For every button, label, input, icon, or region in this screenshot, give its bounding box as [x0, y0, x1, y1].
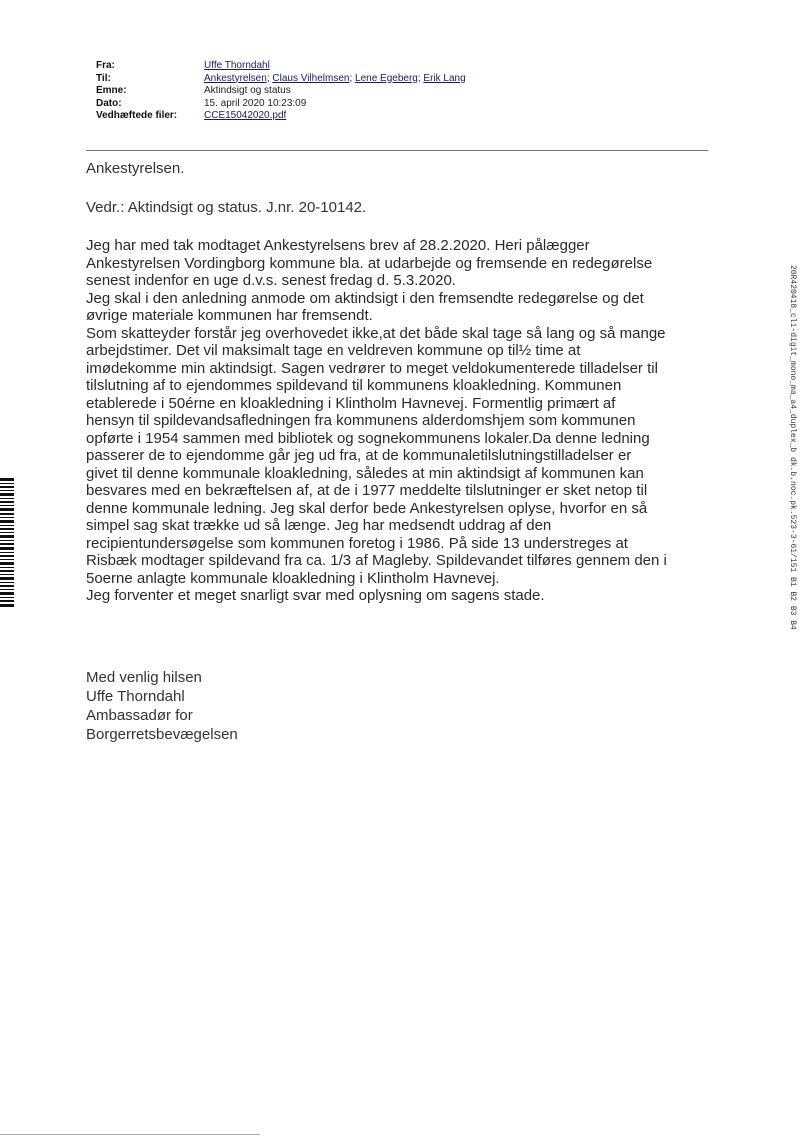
- recipient-link[interactable]: Erik Lang: [423, 72, 466, 84]
- subject-row: [96, 85, 466, 98]
- recipient-link[interactable]: Ankestyrelsen: [204, 72, 267, 84]
- date-label: Dato:: [96, 97, 122, 109]
- body-line: besvares med en bekræftelsen af, at de i 1977 meddelte tilslutninger er sket netop til: [86, 482, 648, 499]
- signature-name: Uffe Thorndahl: [86, 688, 185, 705]
- barcode-icon: [0, 478, 14, 608]
- page-edge-line: [0, 1134, 260, 1135]
- attachments-label: Vedhæftede filer:: [96, 110, 178, 121]
- subject-line: Vedr.: Aktindsigt og status. J.nr. 20-10142.: [86, 199, 367, 216]
- to-row: [96, 73, 466, 86]
- letter-body: [86, 237, 726, 605]
- attachments-row: [96, 110, 466, 123]
- signature-closing: Med venlig hilsen: [86, 669, 202, 686]
- from-label: Fra:: [96, 60, 115, 71]
- body-line: simpel sag skat trække ud så længe. Jeg har medsendt uddrag af den: [86, 517, 552, 534]
- from-value[interactable]: Uffe Thorndahl: [204, 60, 270, 71]
- body-line: 5oerne anlagte kommunale kloakledning i Klintholm Havnevej.: [86, 569, 500, 587]
- header-divider: [86, 150, 708, 151]
- body-line: denne kommunale ledning. Jeg skal derfor bede Ankestyrelsen oplyse, hvorfor en så: [86, 499, 648, 517]
- signature-organization: Borgerretsbevægelsen: [86, 726, 238, 743]
- body-line: Jeg skal i den anledning anmode om aktindsigt i den fremsendte redegørelse og det: [86, 289, 644, 307]
- signature-block: [86, 668, 238, 744]
- to-value: [204, 73, 466, 86]
- body-line: hensyn til spildevandsafledningen fra kommunens alderdomshjem som kommunen: [86, 412, 636, 429]
- body-line: øvrige materiale kommunen har fremsendt.: [86, 307, 373, 324]
- to-label: Til:: [96, 72, 111, 84]
- body-line: Som skatteyder forstår jeg overhovedet ikke,at det både skal tage så lang og så mange: [86, 324, 666, 342]
- body-line: recipientundersøgelse som kommunen foretog i 1986. På side 13 understreges at: [86, 534, 628, 552]
- greeting: Ankestyrelsen.: [86, 160, 185, 177]
- body-line: imødekomme min aktindsigt. Sagen vedrører to meget veldokumenterede tilladelser til: [86, 359, 658, 377]
- signature-title: Ambassadør for: [86, 707, 193, 724]
- recipient-separator: ;: [266, 72, 270, 84]
- recipient-separator: ;: [349, 72, 353, 84]
- body-line: Jeg forventer et meget snarligt svar med oplysning om sagens stade.: [86, 587, 545, 604]
- recipient-link[interactable]: Lene Egeberg: [355, 72, 418, 84]
- email-header: [96, 60, 466, 123]
- body-line: arbejdstimer. Det vil maksimalt tage en veldreven kommune op til½ time at: [86, 342, 581, 359]
- scan-stamp: 20R420418_cli-digit_mono_ma_a4_duplex_b dk.b.noc.pk.523-3-61/151 B1 B2 B3 B4: [788, 265, 797, 630]
- subject-label: Emne:: [96, 85, 127, 96]
- date-value: 15. april 2020 10:23:09: [204, 97, 307, 109]
- body-line: senest indenfor en uge d.v.s. senest fredag d. 5.3.2020.: [86, 272, 456, 289]
- body-line: givet til denne kommunale kloakledning, således at min aktindsigt af kommunen kan: [86, 464, 644, 482]
- date-row: [96, 98, 466, 111]
- body-line: Risbæk modtager spildevand fra ca. 1/3 af Magleby. Spildevandet tilføres gennem den i: [86, 552, 667, 569]
- body-line: Jeg har med tak modtaget Ankestyrelsens brev af 28.2.2020. Heri pålægger: [86, 237, 590, 254]
- from-row: [96, 60, 466, 73]
- body-line: Ankestyrelsen Vordingborg kommune bla. at udarbejde og fremsende en redegørelse: [86, 254, 653, 272]
- recipient-link[interactable]: Claus Vilhelmsen: [272, 72, 350, 84]
- body-line: opførte i 1954 sammen med bibliotek og sognekommunens lokaler.Da denne ledning: [86, 429, 650, 447]
- body-line: passerer de to ejendomme går jeg ud fra, at de kommunaletilslutningstilladelser er: [86, 447, 632, 464]
- body-line: etablerede i 50érne en kloakledning i Klintholm Havnevej. Formentlig primært af: [86, 394, 616, 412]
- attachment-link[interactable]: CCE15042020.pdf: [204, 110, 287, 121]
- recipient-separator: ;: [417, 72, 421, 84]
- subject-value: Aktindsigt og status: [204, 85, 291, 96]
- body-line: tilslutning af to ejendommes spildevand til kommunens kloakledning. Kommunen: [86, 377, 622, 394]
